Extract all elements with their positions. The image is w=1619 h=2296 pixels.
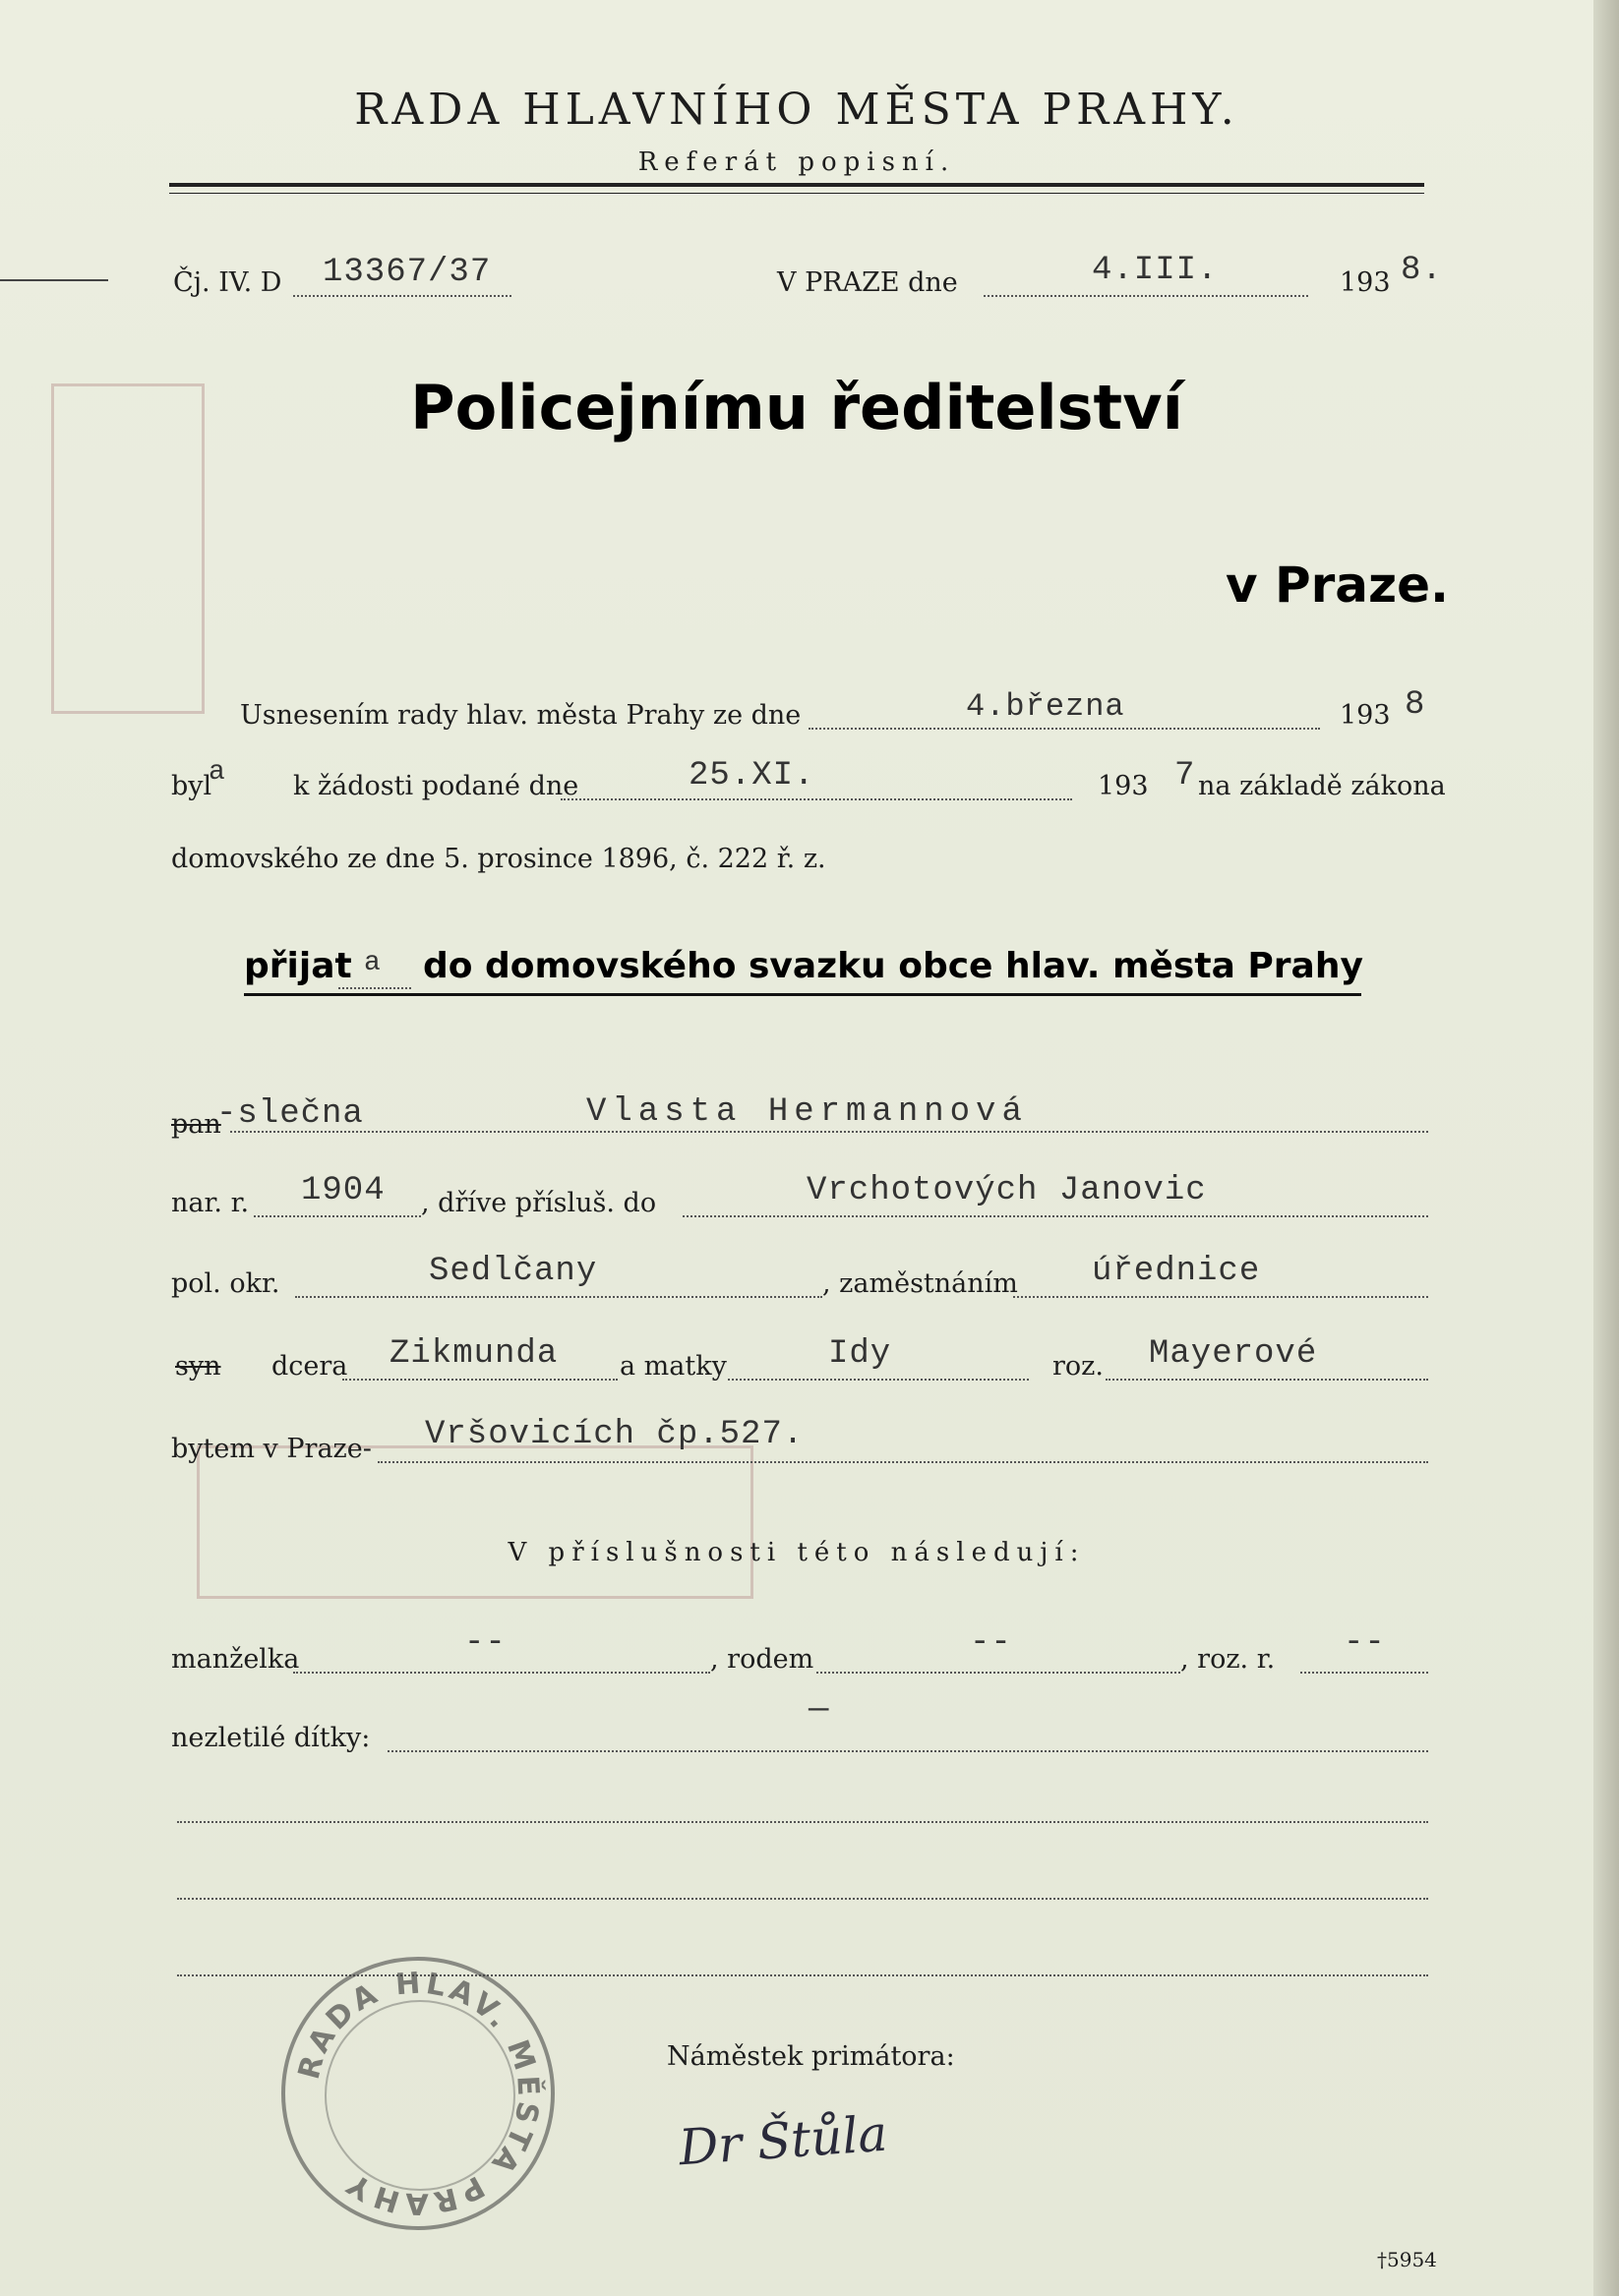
wife-value: --: [464, 1624, 507, 1662]
children-dots-1: [388, 1750, 1428, 1752]
children-label: nezletilé dítky:: [171, 1723, 371, 1753]
margin-tick: [0, 279, 108, 281]
maiden-dots: [1106, 1379, 1428, 1381]
accepted-prefix: přijat: [244, 946, 352, 986]
application-dots: [561, 798, 1072, 800]
occupation-label: , zaměstnáním: [822, 1268, 1018, 1299]
application-year-prefix: 193: [1098, 771, 1149, 801]
ghost-stamp-bottom: [197, 1445, 753, 1599]
children-dots-3: [177, 1898, 1428, 1900]
svg-text:RADA HLAV. MĚSTA PRAHY: [292, 1966, 547, 2220]
occupation: úřednice: [1092, 1253, 1261, 1290]
accepted-underline: [244, 993, 1361, 996]
residence-label: bytem v Praze-: [171, 1434, 372, 1464]
residence-dots: [378, 1461, 1428, 1463]
dependents-heading: V příslušnosti této následují:: [508, 1538, 1086, 1567]
resolution-date: 4.března: [966, 688, 1125, 725]
prior-domicile: Vrchotových Janovic: [807, 1172, 1207, 1209]
header-rule-thin: [169, 193, 1424, 194]
district: Sedlčany: [429, 1253, 598, 1290]
addressee-line-1: Policejnímu ředitelství: [410, 372, 1183, 443]
birth-year: 1904: [301, 1172, 386, 1209]
accepted-dots: [338, 987, 411, 989]
district-dots: [295, 1296, 822, 1298]
residence: Vršovicích čp.527.: [425, 1416, 805, 1453]
name-dots: [230, 1131, 1428, 1133]
person-name: Vlasta Hermannová: [586, 1093, 1028, 1131]
was-fill: a: [209, 757, 226, 788]
birth-year-dots: [254, 1215, 421, 1217]
title-struck: pan: [171, 1109, 221, 1140]
accepted-text: do domovského svazku obce hlav. města Prahy: [423, 946, 1363, 986]
issue-year-prefix: 193: [1340, 267, 1391, 298]
occupation-dots: [1013, 1296, 1428, 1298]
deputy-mayor-label: Náměstek primátora:: [667, 2041, 955, 2072]
wife-label: manželka: [171, 1644, 300, 1675]
council-title: RADA HLAVNÍHO MĚSTA PRAHY.: [354, 85, 1239, 135]
prior-domicile-label: , dříve přísluš. do: [421, 1188, 657, 1218]
maiden-label: roz.: [1052, 1351, 1104, 1382]
addressee-line-2: v Praze.: [1226, 557, 1450, 614]
resolution-year-prefix: 193: [1340, 700, 1391, 731]
father-dots: [342, 1379, 618, 1381]
father-name: Zikmunda: [390, 1335, 559, 1373]
application-year-suffix: 7: [1174, 757, 1196, 795]
reference-dots: [293, 295, 511, 297]
wife-dots: [293, 1672, 710, 1674]
wife-birthplace: --: [970, 1624, 1012, 1662]
resolution-dots-1: [809, 728, 1320, 730]
prior-domicile-dots: [683, 1215, 1428, 1217]
maiden-name: Mayerové: [1149, 1335, 1318, 1373]
issue-date: 4.III.: [1092, 252, 1219, 289]
was-label: byl: [171, 771, 212, 801]
accepted-fill: a: [364, 948, 382, 978]
birth-year-label: nar. r.: [171, 1188, 250, 1218]
wife-birthplace-dots: [816, 1672, 1180, 1674]
wife-maiden: --: [1344, 1624, 1386, 1662]
reference-number: 13367/37: [323, 254, 492, 291]
header-rule-thick: [169, 183, 1424, 187]
mother-name: Idy: [828, 1335, 892, 1373]
resolution-text-1: Usnesením rady hlav. města Prahy ze dne: [240, 700, 802, 731]
handwritten-signature: Dr Štůla: [677, 2104, 889, 2177]
resolution-year-suffix: 8: [1405, 686, 1426, 724]
law-basis-text: na základě zákona: [1198, 771, 1446, 801]
department-subtitle: Referát popisní.: [637, 147, 956, 177]
application-text: k žádosti podané dne: [293, 771, 579, 801]
issue-year-suffix: 8.: [1401, 252, 1443, 289]
wife-maiden-label: , roz. r.: [1180, 1644, 1276, 1675]
wife-maiden-dots: [1300, 1672, 1428, 1674]
wife-birthplace-label: , rodem: [710, 1644, 814, 1675]
daughter-label: dcera: [271, 1351, 348, 1382]
application-date: 25.XI.: [689, 757, 815, 795]
seal-text: RADA HLAV. MĚSTA PRAHY: [291, 1966, 546, 2221]
city-council-seal: [281, 1957, 555, 2230]
mother-label: a matky: [620, 1351, 727, 1382]
city-date-label: V PRAZE dne: [777, 267, 958, 298]
children-value: —: [809, 1691, 830, 1729]
son-struck: syn: [175, 1351, 221, 1382]
date-dots: [984, 295, 1308, 297]
seal-text-ring: [285, 1961, 551, 2226]
children-dots-2: [177, 1821, 1428, 1823]
page-edge-shadow: [1593, 0, 1619, 2296]
reference-label: Čj. IV. D: [173, 267, 282, 298]
print-code: †5954: [1377, 2248, 1437, 2271]
mother-dots: [728, 1379, 1029, 1381]
district-label: pol. okr.: [171, 1268, 280, 1299]
title-typed: -slečna: [216, 1095, 364, 1133]
law-reference-text: domovského ze dne 5. prosince 1896, č. 222 ř. z.: [171, 844, 826, 874]
